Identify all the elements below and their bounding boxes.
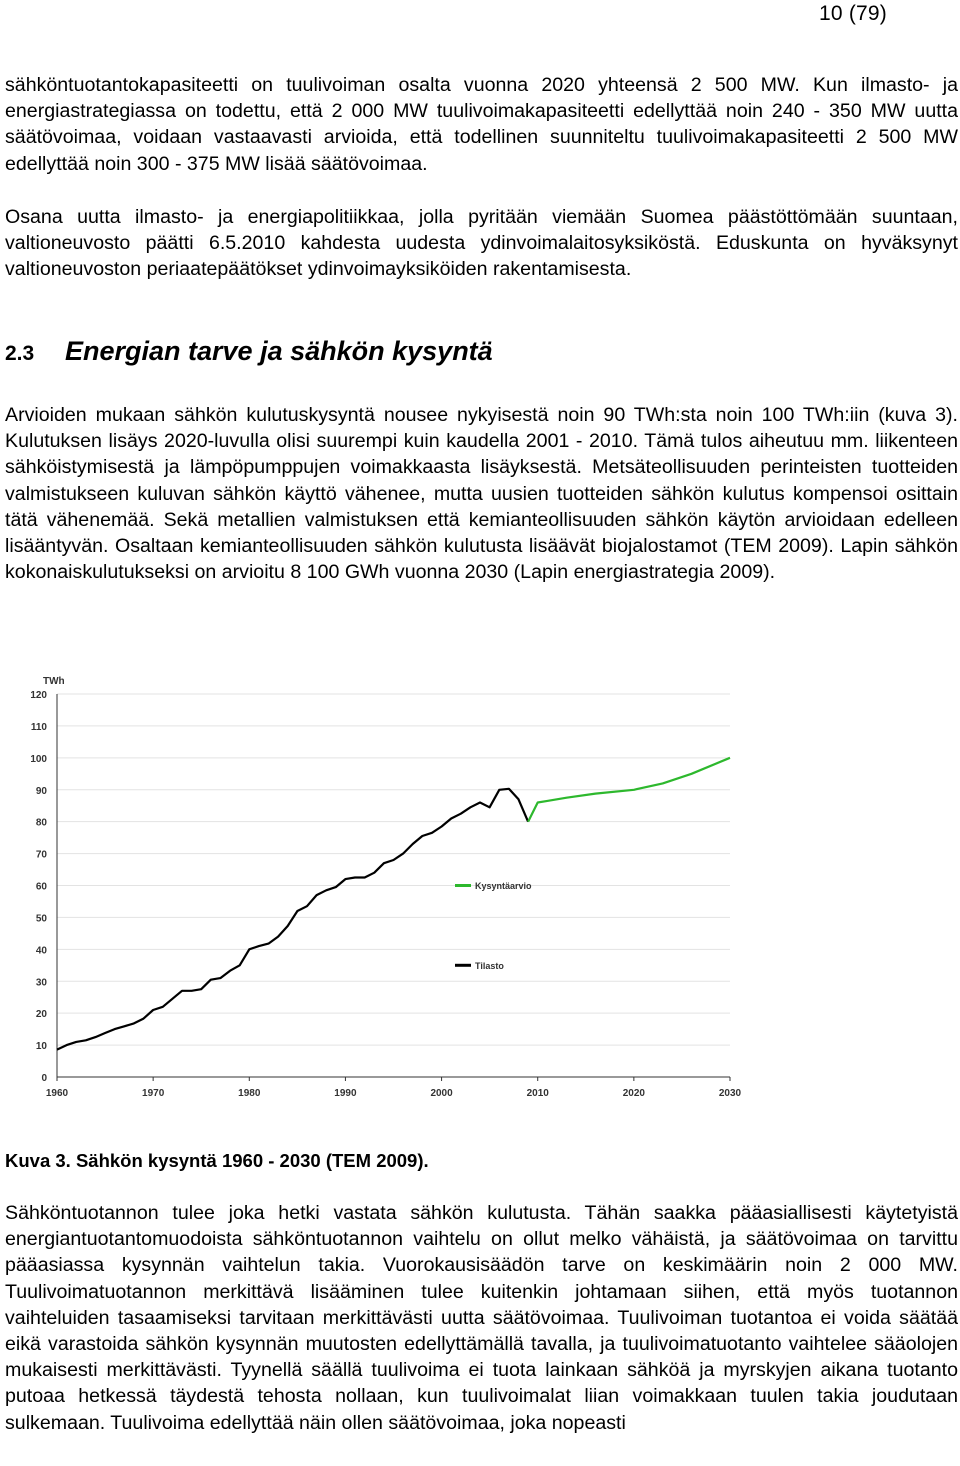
- x-tick-label: 1990: [334, 1088, 357, 1099]
- y-tick-label: 110: [30, 721, 47, 733]
- x-tick-label: 2000: [430, 1088, 453, 1099]
- y-tick-label: 80: [35, 817, 47, 829]
- y-tick-label: 10: [35, 1041, 47, 1053]
- y-tick-label: 70: [35, 849, 47, 861]
- page-number: 10 (79): [819, 2, 887, 25]
- x-tick-label: 1970: [142, 1088, 165, 1099]
- series-line: [57, 789, 528, 1050]
- y-tick-label: 50: [35, 913, 47, 925]
- x-tick-label: 2020: [622, 1088, 645, 1099]
- y-tick-label: 20: [35, 1009, 47, 1021]
- paragraph-nuclear-decision: Osana uutta ilmasto- ja energiapolitiikkaa, jolla pyritään viemään Suomea päästöttömään suuntaan, valtioneuvosto päätti 6.5.2010 kahdesta uudesta ydinvoimalaitosyksiköstä. Eduskunta on hyväksynyt valtioneuvoston periaatepäätökset ydinvoimayksiköiden rakentamisesta.: [5, 206, 958, 281]
- x-tick-label: 2010: [526, 1088, 549, 1099]
- y-tick-label: 120: [30, 690, 47, 701]
- figure-caption: Kuva 3. Sähkön kysyntä 1960 - 2030 (TEM 2009).: [5, 1150, 429, 1171]
- legend-label: Kysyntäarvio: [475, 881, 532, 891]
- y-tick-label: 60: [35, 881, 47, 893]
- chart-svg: [0, 668, 760, 1128]
- y-tick-label: 40: [35, 945, 47, 957]
- electricity-demand-chart: [0, 668, 760, 1133]
- y-tick-label: 90: [35, 785, 47, 797]
- y-tick-label: 30: [35, 977, 47, 989]
- x-tick-label: 1960: [45, 1088, 69, 1099]
- section-title: Energian tarve ja sähkön kysyntä: [65, 336, 493, 366]
- section-number: 2.3: [5, 342, 35, 365]
- y-axis-label: TWh: [43, 676, 65, 687]
- y-tick-label: 0: [41, 1073, 47, 1084]
- y-tick-label: 100: [30, 753, 47, 765]
- legend-label: Tilasto: [475, 960, 504, 971]
- paragraph-balancing-power: Sähköntuotannon tulee joka hetki vastata sähkön kulutusta. Tähän saakka pääasiallisesti käytetyistä energiantuotantomuodoista sähköntuotannon vaihtelu on ollut melko vähäistä, ja säätövoimaa on tarvittu pääasiassa kysynnän vaihtelun takia. Vuorokausisäädön tarve on keskimäärin noin 2 000 MW. Tuulivoimatuotannon merkittävä lisääminen tulee kuitenkin johtamaan siihen, että myös tuotannon vaihteluiden tasaamiseksi tarvitaan merkittävästi uutta säätövoimaa. Tuulivoiman tuotantoa ei voida säätää eikä varastoida sähkön kysynnän muutosten edellyttämällä tavalla, ja tuulivoimatuotanto vaihtelee sääolojen mukaisesti merkittävästi. Tyynellä säällä tuulivoima ei tuota lainkaan sähköä ja myrskyjen aikana tuotanto putoaa hetkessä täydestä tehosta nollaan, kun tuulivoimalat liian voimakkaan tuulen takia joudutaan sulkemaan. Tuulivoima edellyttää näin ollen säätövoimaa, joka nopeasti: [5, 1202, 958, 1434]
- paragraph-wind-capacity: sähköntuotantokapasiteetti on tuulivoiman osalta vuonna 2020 yhteensä 2 500 MW. Kun ilmasto- ja energiastrategiassa on todettu, että 2 000 MW tuulivoimakapasiteetti edellyttää noin 240 - 350 MW uutta säätövoimaa, voidaan vastaavasti arvioida, että todellinen suunniteltu tuulivoimakapasiteetti 2 500 MW edellyttää noin 300 - 375 MW lisää säätövoimaa.: [5, 74, 958, 175]
- paragraph-demand-forecast: Arvioiden mukaan sähkön kulutuskysyntä nousee nykyisestä noin 90 TWh:sta noin 100 TWh:iin (kuva 3). Kulutuksen lisäys 2020-luvulla olisi suurempi kuin kaudella 2001 - 2010. Tämä tulos aiheutuu mm. liikenteen sähköistymisestä ja lämpöpumppujen voimakkaasta lisäyksestä. Metsäteollisuuden perinteisten tuotteiden valmistukseen kuluvan sähkön käyttö vähenee, mutta uusien tuotteiden sähkön kulutus kompensoi osittain tätä vähenemää. Sekä metallien valmistuksen että kemianteollisuuden sähkön käytön arvioidaan edelleen lisääntyvän. Osaltaan kemianteollisuuden sähkön kulutusta lisäävät biojalostamot (TEM 2009). Lapin sähkön kokonaiskulutukseksi on arvioitu 8 100 GWh vuonna 2030 (Lapin energiastrategia 2009).: [5, 404, 958, 584]
- section-heading: [5, 336, 493, 367]
- x-tick-label: 1980: [238, 1088, 261, 1099]
- x-tick-label: 2030: [718, 1088, 742, 1099]
